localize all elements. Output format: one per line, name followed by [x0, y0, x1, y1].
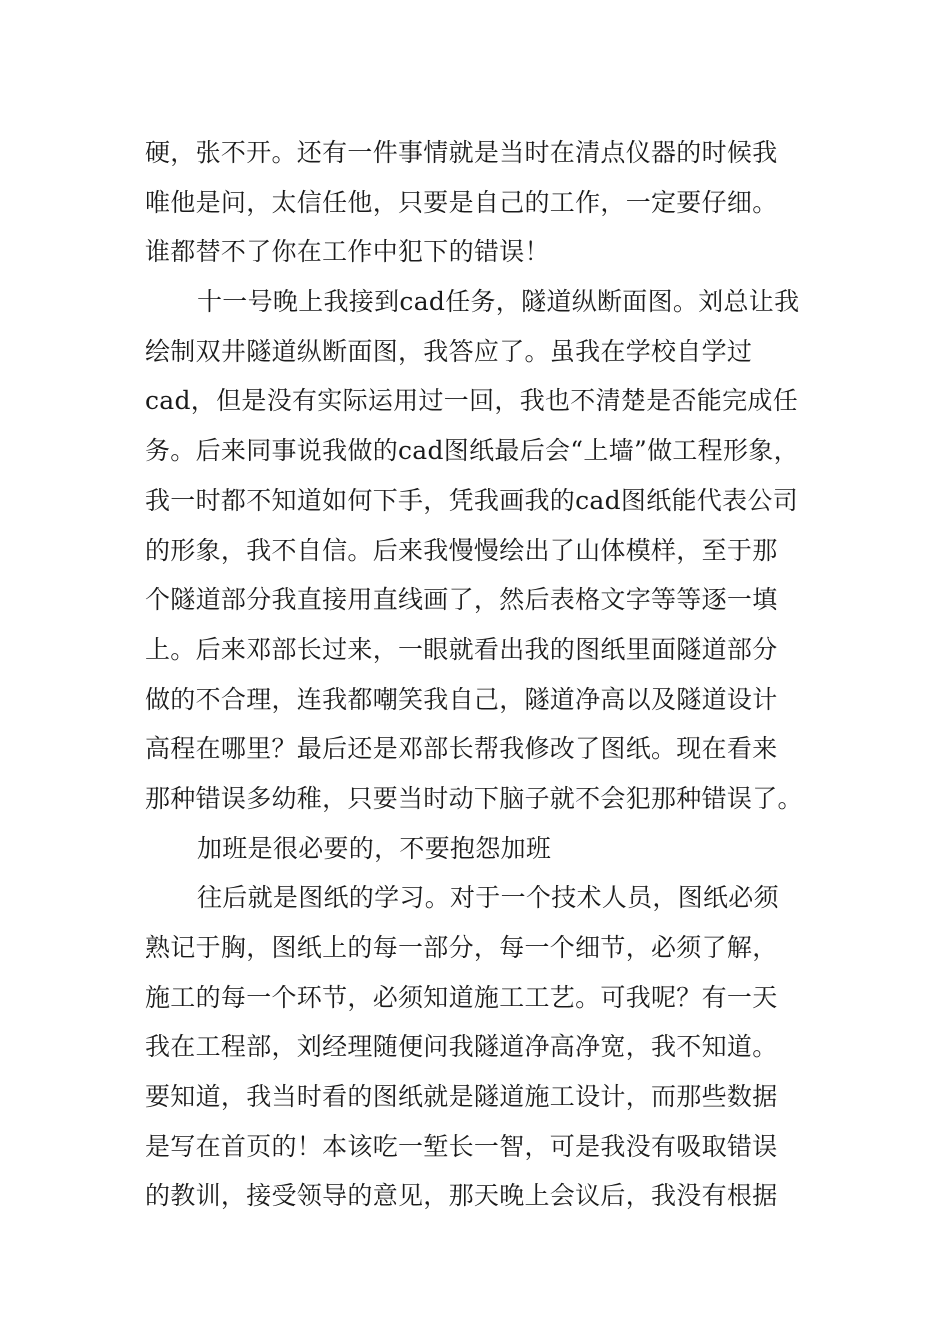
- text-line: 的形象，我不自信。后来我慢慢绘出了山体模样，至于那: [145, 535, 778, 565]
- document-body: [145, 128, 825, 1221]
- text-line: 务。后来同事说我做的cad图纸最后会“上墙”做工程形象，: [145, 436, 799, 466]
- text-line: 是写在首页的！本该吃一堑长一智，可是我没有吸取错误: [145, 1131, 778, 1161]
- text-line: 那种错误多幼稚，只要当时动下脑子就不会犯那种错误了。: [145, 783, 803, 813]
- text-line: 高程在哪里？最后还是邓部长帮我修改了图纸。现在看来: [145, 734, 778, 764]
- text-line: 的教训，接受领导的意见，那天晚上会议后，我没有根据: [145, 1181, 778, 1211]
- text-line: 个隧道部分我直接用直线画了，然后表格文字等等逐一填: [145, 585, 778, 615]
- text-line: 硬，张不开。还有一件事情就是当时在清点仪器的时候我: [145, 138, 778, 167]
- text-line: 做的不合理，连我都嘲笑我自己，隧道净高以及隧道设计: [145, 684, 778, 714]
- text-line: 我在工程部，刘经理随便问我隧道净高净宽，我不知道。: [145, 1032, 778, 1062]
- text-line: 要知道，我当时看的图纸就是隧道施工设计，而那些数据: [145, 1082, 778, 1112]
- text-line: 上。后来邓部长过来，一眼就看出我的图纸里面隧道部分: [145, 634, 778, 664]
- text-line: 唯他是问，太信任他，只要是自己的工作，一定要仔细。: [145, 187, 778, 217]
- text-line: 绘制双井隧道纵断面图，我答应了。虽我在学校自学过: [145, 336, 753, 366]
- section-heading-line: 加班是很必要的，不要抱怨加班: [197, 833, 552, 863]
- text-line: 施工的每一个环节，必须知道施工工艺。可我呢？有一天: [145, 982, 778, 1012]
- text-line: 谁都替不了你在工作中犯下的错误！: [145, 237, 550, 267]
- paragraph-first-line: 十一号晚上我接到cad任务，隧道纵断面图。刘总让我: [197, 287, 800, 317]
- text-line: 熟记于胸，图纸上的每一部分，每一个细节，必须了解，: [145, 933, 778, 962]
- text-line: 我一时都不知道如何下手，凭我画我的cad图纸能代表公司: [145, 485, 799, 515]
- text-line: cad，但是没有实际运用过一回，我也不清楚是否能完成任: [145, 386, 799, 416]
- paragraph-first-line: 往后就是图纸的学习。对于一个技术人员，图纸必须: [197, 883, 779, 913]
